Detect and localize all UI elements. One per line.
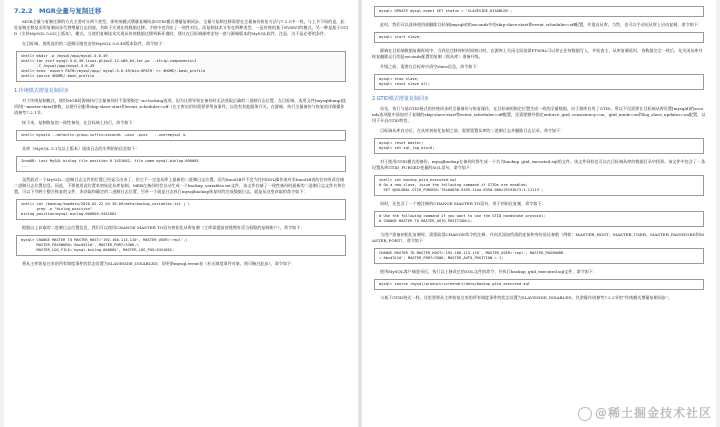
paragraph: 对于使用GTID模式的备份，mysqlbackup在备份时将生成一个名为backup_gtid_executed.sql的文件，该文件同样也可以在目标端从库的数据目录中找到。该文件中包含了一条设置从库GTID_PURGED变量的SQL语句，命令如下： (372, 159, 706, 170)
left-page (4, 0, 358, 427)
code-block: mysql> reset master; mysql> set sql_log_bin=0; (374, 138, 704, 154)
paragraph: 虽然最近一个MySQL二进制日志文件的位置已经显示出来了，但它不一定是从库上最新的二进制日志位置。因为InnoDB并不会为任何DDL操作或对非InnoDB表的任何更改存储二进制日志位置信息。因此，不要使用此位置来初始化从库复制。MEB在备份时会自动生成一个backup_variables.txt文件，该文件存储了一致性备份时最新的二进制日志文件名和位置，可以下列两个整合恢复的文件，来获取和确定的二进制日志位置，另外一个就是日志执行mysqlbackup恢复时的完成数据日志，就是从这里获取的命令如下： (14, 177, 346, 194)
paragraph: MGR全量与复制迁移的方式主要对分两个类型，即传统模式增量复制同步GTID模式增量复制同步。全量与复制迁移需要在全量备份恢复方法与7.2.1中一致，与上节不同的是，此处复制迁移是采用复制同步代替增量日志回放，有助于实现在线数据迁移。手册中也列出了一致性对比。而复制技术又有在两种类型，一是传统的基于EVENT的模式，另一种是基于GTID（支持MySQL 5.6以上版本），模式。当使用复制技术实现从传统数据迁移到新环境时，建议在目标端源库安装一套与源端版本的MySQL软件，注意，这不是必要的条件。 (14, 19, 348, 36)
paragraph: 目标端从库启动后，在从库初始化复制之前，需要重置从库的二进制日志并删除日志记录，命令如下： (380, 128, 565, 133)
paragraph: 与基于GTID格式一样，这里要将从主库恢复过来的所有调度事件的状态设置为SLAVESIDE_DISABLED，其余操作请参考7.2.2节的“传统模式增量复制同步”。 (380, 295, 673, 300)
community-logo-icon (578, 407, 592, 421)
right-page (362, 0, 716, 427)
paragraph: 从库（MySQL 5.1及以上版本）请读日志的实例的始信息如下： (22, 146, 140, 151)
subsection-title: 2.GTID模式增量复制同步 (372, 96, 429, 102)
paragraph: 对于传统复制模式，使用MGR时源端执行全量备份时不需要指定--no-locking选项。因为这将导致在备份时无法获取正确的二进制日志位置。在目标端，选用文件[mysqldump]选项时[--master-data]参数，以便开启服务skip-slave-start和event_scheduler=off（在主库启用时需要停用该事件，以免有其他服务开关，在源端，执行全量备份与恢复的详细操作请参考7.2.1节。 (14, 98, 347, 115)
code-block: mysql> CHANGE MASTER TO MASTER_HOST='192.168.113.110', MASTER_USER='repl',\ MASTER_PASSWORD='Abcd321#', MASTER_PORT=3306,\ MASTER_LOG_FILE='mysql-binlog.000005', MASTER_LOG_POS=3451662; (16, 235, 346, 256)
paragraph: 根据以上获取的二进制日志位置信息，我们可以使用CHANGE MASTER TO语句初始化从库复制（主库需提前创建拥有适当权限的复制账户），命令如下： (22, 225, 305, 230)
code-block: mysql> UPDATE mysql.event SET status = 'SLAVESIDE_DISABLED'; (374, 6, 704, 17)
code-block: shell> mkdir -p /mysql/app/mysql-5.6.49 shell> tar xzvf mysql-5.6.49-linux-glibc2.12-x86_64.tar.gz --strip-components=1 -C /mysql/app/mysql-5.6.49 shell> echo 'export PATH=/mysql/app/ mysql-5.6.49/bin:$PATH' >> $HOME/.bash_profile shell> source $HOME/.bash_profile (16, 51, 346, 82)
code-block: mysql> source /mysql/product/screendrt/data/backup_gtid_executed.sql (374, 279, 704, 290)
watermark (578, 404, 712, 421)
paragraph: 首先，执行与基GTID格式的传统同步的全量备份与恢复操作，在目标端的指定位置生成一致的全量数据。由于源库启用了GTID，所以不仅需要在目标端从库设置[mysqld]的seconds选项组中添加对于复制的skip-slave-start和event_scheduler=off配置，还需要额外指定enforce_gtid_consistency=on、gtid_mode=on和log_slave_updates=on配置，以用于开启GTID特性。 (372, 106, 706, 123)
code-block: shell> cat backup_gtid_executed.sql # On a new slave, issue the following command if GTIDs are enabled: SET @@GLOBAL.GTID_PURGED='76c0d83b-5495-11ea-835d-000c29193b73:1-11113'; (374, 175, 704, 196)
code-block: shell> cat /backup/tmpdata/2020-02-22_04-39-09/meta/backup_variables.txt | \ grep -e "binlog_position" binlog_position=mysql-binlog.000005:3451662 (16, 199, 346, 220)
code-block: # Use the following command if you want to use the GTID handshake protocol: # CHANGE MASTER TO MASTER_AUTO_POSITION=1; (374, 211, 704, 227)
paragraph: 将从主库恢复过来的所有调度事件的状态设置为SLAVESIDE_DISABLED，即更新mysql.event表（若无调度事件对象，则可略过此步），命令如下： (22, 261, 296, 266)
paragraph: 此时，我们可以选择使用或删除目标端[mysqld]的seconds中的skip-slave-start和event_scheduler=off配置，并重启从库。当然，也可以手动启从库上启动复制，命令如下： (380, 22, 702, 27)
paragraph: 升级之前，需要在目标库中清空slave信息，命令如下： (380, 64, 481, 69)
paragraph: 在目标端，使用选用的二进制压缩包安装MySQL 5.6.49版本软件，命令如下： (22, 41, 167, 46)
paragraph: 源端在目标端数据复制时间中，当到达迁移停机时间窗口时，在源库上关闭全局读锁FTWRL可以停止任何数据写入，并检查主、从库复制延时，待数据完全一致后，先关闭从库并恢复删除运行的是seconds配置的复制（即从库）准备升级。 (372, 48, 703, 59)
code-block: shell> mysqld --defaults-group-suffix=seconds -uxxx -pxxx --useremysql & (16, 130, 346, 141)
paragraph: 使用MySQL客户端登录后，执行以上修改过的SQL文件的命令，并执行backup_gtid_executed.sql文件，命令如下： (380, 269, 597, 274)
section-title: 7.2.2 MGR全量与复制迁移 (14, 7, 102, 15)
subsection-title: 1.传统模式增量复制同步 (14, 88, 69, 94)
code-block: InnoDB: Last MySQL binlog file position 0 3451662, file name mysql-binlog.000005 ... (16, 156, 346, 172)
code-block: mysql> start slave; (374, 32, 704, 43)
paragraph: 接下来，复制恢复的一致性备份，在目标端上执行，命令如下： (22, 120, 137, 125)
paragraph: 当用户准备初始化复制时，需要取消CHANGE命令的注释，并向其添加所需的连接和身份验证参数（例如：MASTER_HOST、MASTER_USER、MASTER_PASSWORD和MASTER_PORT），命令如下： (372, 232, 704, 243)
code-block: mysql> stop slave; mysql> reset slave all; (374, 74, 704, 90)
watermark-text: @稀土掘金技术社区 (594, 406, 712, 420)
paragraph: 同时，还包含了一个被注释的CHANGE MASTER TO语句，用于初始化复制，命令如下： (380, 201, 546, 206)
code-block: CHANGE MASTER TO MASTER_HOST='192.168.113.110', MASTER_USER='repl', MASTER_PASSWORD ='Abcd321#', MASTER_PORT=3306, MASTER_AUTO_POSITION = 1; (374, 248, 704, 264)
